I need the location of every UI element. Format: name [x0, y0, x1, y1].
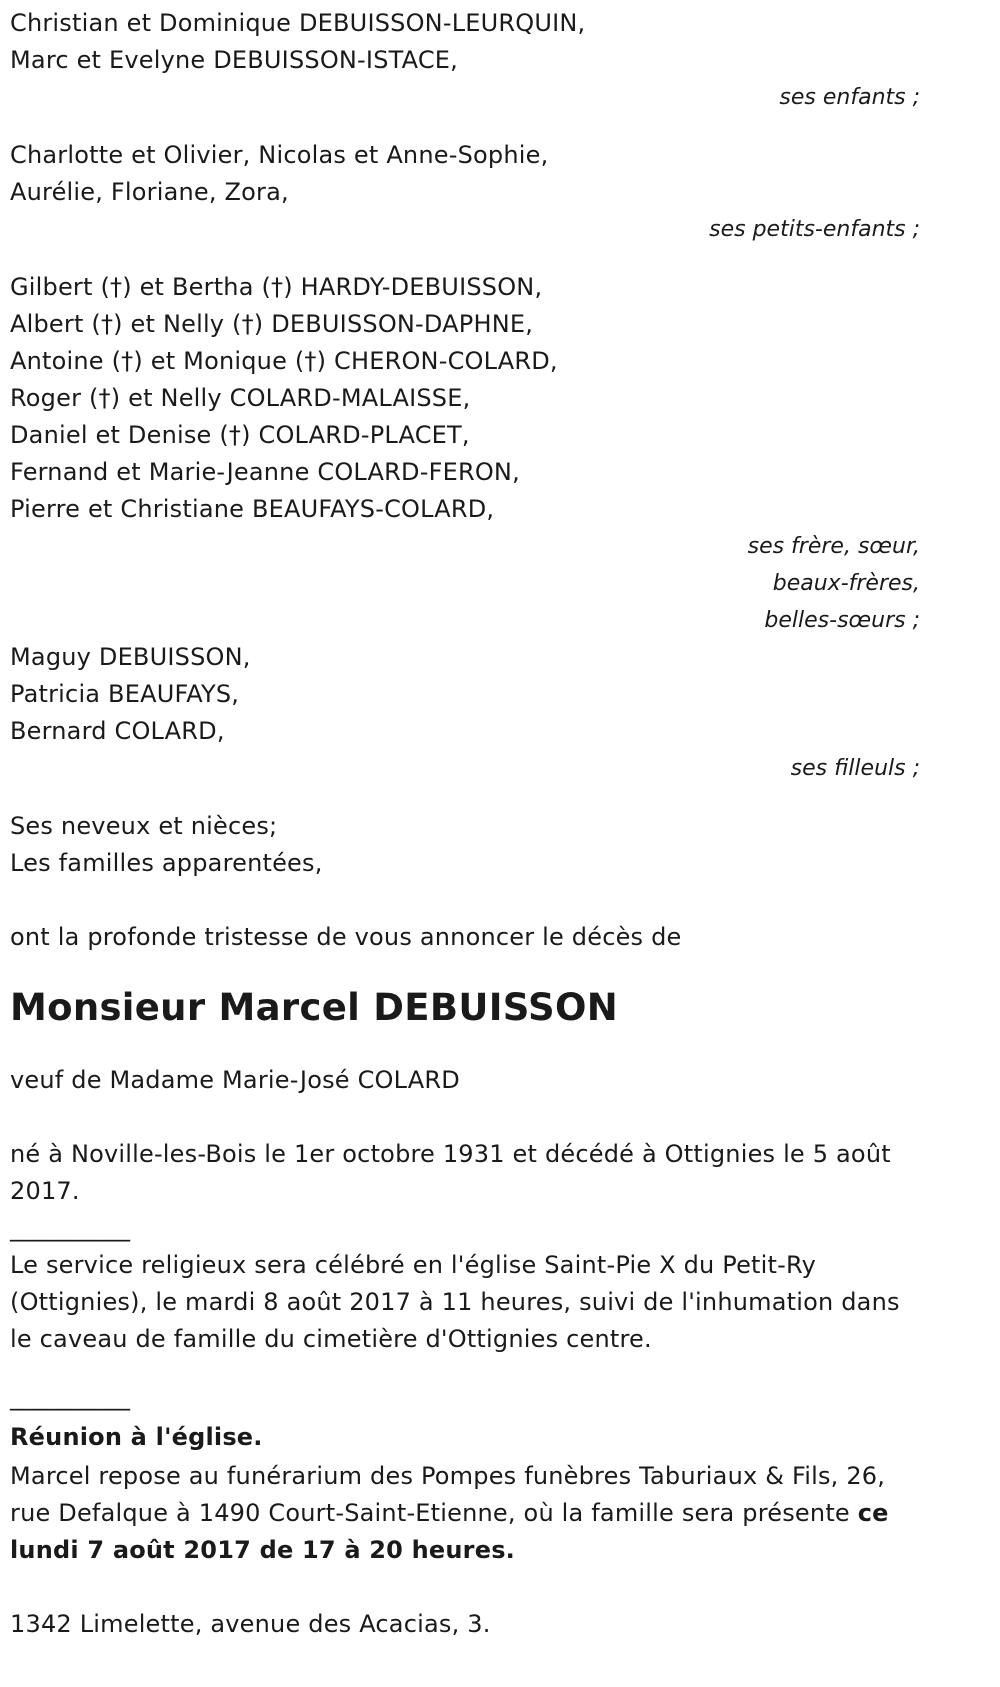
- visitation-bold: ce lundi 7 août 2017 de 17 à 20 heures.: [10, 1499, 889, 1564]
- sibling-line: Antoine (†) et Monique (†) CHERON-COLARD,: [10, 347, 558, 375]
- service-text: Le service religieux sera célébré en l'église Saint-Pie X du Petit-Ry (Ottignies), le mardi 8 août 2017 à 11 heures, suivi de l'inhumation dans le caveau de famille du cimetière d'Ottignies centre.: [10, 1251, 900, 1353]
- grandchildren-section: [10, 137, 920, 248]
- separator: __________: [10, 1383, 130, 1411]
- sibling-line: Daniel et Denise (†) COLARD-PLACET,: [10, 421, 470, 449]
- others-section: [10, 808, 920, 882]
- announcement-text: ont la profonde tristesse de vous annoncer le décès de: [10, 923, 682, 951]
- home-address: 1342 Limelette, avenue des Acacias, 3.: [10, 1610, 491, 1638]
- relatives-line: Ses neveux et nièces;: [10, 812, 278, 840]
- deceased-name: Monsieur Marcel DEBUISSON: [10, 986, 619, 1029]
- birth-death-text: né à Noville-les-Bois le 1er octobre 1931 et décédé à Ottignies le 5 août 2017.: [10, 1140, 891, 1205]
- godchildren-section: [10, 639, 920, 787]
- grandchild-line: Charlotte et Olivier, Nicolas et Anne-Sophie,: [10, 141, 549, 169]
- grandchildren-role: ses petits-enfants ;: [709, 217, 920, 242]
- children-section: [10, 0, 920, 116]
- siblings-role-line: belles-sœurs ;: [764, 608, 920, 633]
- godchild-line: Maguy DEBUISSON,: [10, 643, 251, 671]
- grandchild-line: Aurélie, Floriane, Zora,: [10, 178, 289, 206]
- separator: __________: [10, 1214, 130, 1242]
- sibling-line: Albert (†) et Nelly (†) DEBUISSON-DAPHNE,: [10, 310, 534, 338]
- visitation-text: [10, 1458, 920, 1569]
- meeting-heading: Réunion à l'église.: [10, 1423, 263, 1451]
- child-line: Marc et Evelyne DEBUISSON-ISTACE,: [10, 46, 458, 74]
- visitation-regular: Marcel repose au funérarium des Pompes funèbres Taburiaux & Fils, 26, rue Defalque à 1490 Court-Saint-Etienne, où la famille sera présente: [10, 1462, 886, 1527]
- godchildren-role: ses filleuls ;: [790, 756, 920, 781]
- relatives-line: Les familles apparentées,: [10, 849, 323, 877]
- child-line: Christian et Dominique DEBUISSON-LEURQUIN,: [10, 9, 586, 37]
- sibling-line: Gilbert (†) et Bertha (†) HARDY-DEBUISSON,: [10, 273, 543, 301]
- sibling-line: Roger (†) et Nelly COLARD-MALAISSE,: [10, 384, 471, 412]
- siblings-role-line: ses frère, sœur,: [747, 534, 920, 559]
- children-role: ses enfants ;: [779, 85, 920, 110]
- sibling-line: Fernand et Marie-Jeanne COLARD-FERON,: [10, 458, 520, 486]
- godchild-line: Patricia BEAUFAYS,: [10, 680, 240, 708]
- widower-of: veuf de Madame Marie-José COLARD: [10, 1066, 460, 1094]
- sibling-line: Pierre et Christiane BEAUFAYS-COLARD,: [10, 495, 495, 523]
- siblings-section: [10, 269, 920, 639]
- obituary-notice: [10, 0, 920, 1643]
- siblings-role-line: beaux-frères,: [772, 571, 920, 596]
- godchild-line: Bernard COLARD,: [10, 717, 225, 745]
